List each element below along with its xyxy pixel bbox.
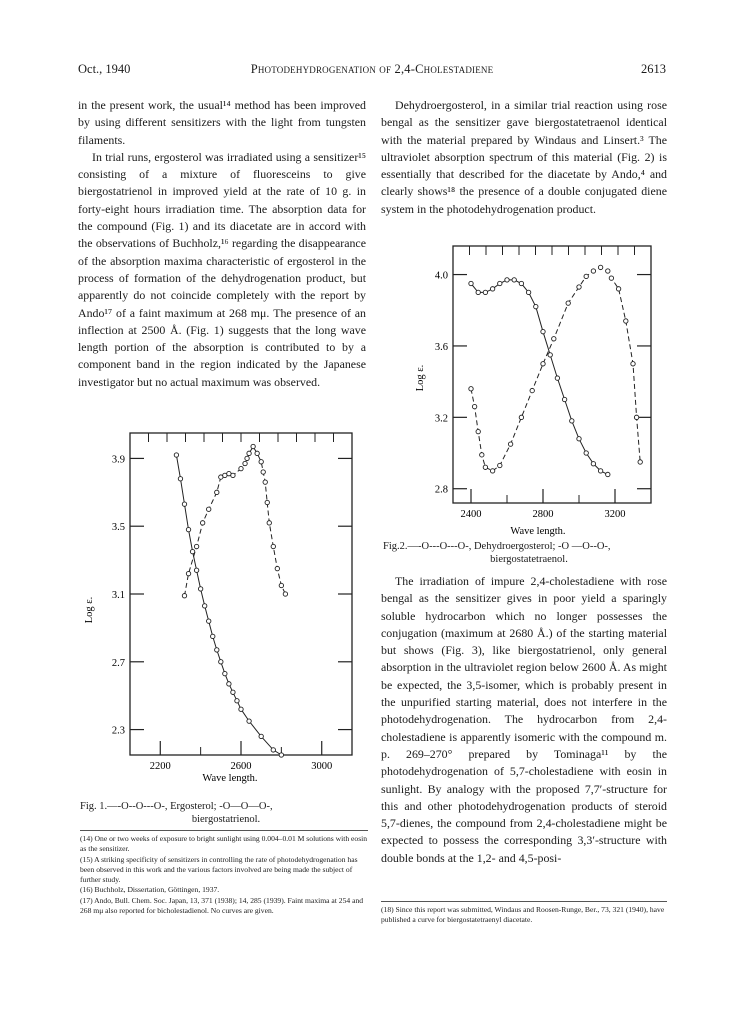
fig1-caption-line2: biergostatrienol.: [191, 814, 261, 825]
fig1-ytick-label: 2.7: [111, 657, 125, 669]
fig2-data-point: [606, 472, 610, 476]
fig1-data-point: [223, 671, 227, 675]
fig2-data-point: [483, 465, 487, 469]
fig2-ytick-label: 2.8: [434, 484, 448, 496]
fig2-data-point: [498, 463, 502, 467]
footnote-16: (16) Buchholz, Dissertation, Göttingen, 1937.: [80, 885, 220, 895]
fig2-data-point: [552, 337, 556, 341]
fig2-data-point: [472, 404, 476, 408]
fig2-data-point: [616, 287, 620, 291]
fig2-caption-line1: Fig.2.—-O---O---O-, Dehydroergosterol; -O —O--O-,: [383, 541, 611, 552]
fig2-caption-line2: biergostatetraenol.: [490, 554, 568, 565]
footnotes-right: [381, 901, 667, 926]
fig2-data-point: [591, 269, 595, 273]
footnote-15: (15) A striking specificity of sensitizers in controlling the rate of photodehydrogenation has been observed in this work and the various factors involved are being made the subject of further study.: [80, 854, 358, 885]
fig1-data-point: [255, 451, 259, 455]
fig1-data-point: [245, 456, 249, 460]
fig2-data-point: [541, 362, 545, 366]
fig1-data-point: [259, 734, 263, 738]
fig2-data-point: [480, 453, 484, 457]
fig1-data-point: [271, 748, 275, 752]
fig1-data-point: [200, 521, 204, 525]
page-number: 2613: [641, 62, 666, 76]
fig2-data-point: [566, 301, 570, 305]
fig2-ylabel: Log ε.: [415, 364, 426, 392]
fig1-data-point: [211, 634, 215, 638]
paragraph: Dehydroergosterol, in a similar trial reaction using rose bengal as the sensitizer gave biergostatetraenol identical with the material prepared by Windaus and Linsert.³ The ultraviolet absorption spectrum of this material (Fig. 2) is essentially that described for the diacetate by Ando,⁴ and clearly shows¹⁸ the presence of a double conjugated diene system in the photodehydrogenation product.: [381, 98, 667, 216]
fig2-data-point: [584, 451, 588, 455]
fig2-data-point: [638, 460, 642, 464]
fig2-data-point: [606, 269, 610, 273]
fig1-data-point: [239, 466, 243, 470]
fig2-series-line-2: [471, 280, 608, 475]
header-title: Photodehydrogenation of 2,4-Cholestadiene: [250, 62, 494, 76]
fig1-data-point: [202, 604, 206, 608]
paragraph: in the present work, the usual¹⁴ method has been improved by using different sensitizers with the light from tungsten filaments.: [78, 98, 366, 147]
fig2-data-point: [541, 329, 545, 333]
fig2-data-point: [490, 469, 494, 473]
header-date: Oct., 1940: [78, 62, 131, 76]
page-header: [78, 62, 666, 82]
fig2-data-point: [519, 281, 523, 285]
fig1-data-point: [279, 583, 283, 587]
fig2-series-line-1: [471, 267, 640, 471]
figure-1-caption: [80, 800, 372, 826]
fig2-ytick-label: 3.2: [434, 413, 448, 425]
paragraph: The irradiation of impure 2,4-cholestadiene with rose bengal as the sensitizer gives in poor yield a sparingly soluble hydrocarbon which no longer possesses the conjugation (maximum at 2680 Å.) of the starting material but shows (Fig. 3), like biergostatrienol, only general absorption in the ultraviolet region below 2600 Å. As might be expected, the 3,5-isomer, which is probably present in the unpurified starting material, does not interfere in the photodehydrogenation. The hydrocarbon from 2,4-cholestadiene is apparently isomeric with the compound m. p. 269–270° prepared by Tominaga¹¹ by the photodehydrogenation of 5,7-cholestadiene with eosin in sunlight. By analogy with the proposed 7,7′-structure for this and other photodehydrogenation products of steroid 5,7-dienes, the compound from 2,4-cholestadiene might be expected to possess the corresponding 3,3′-structure with double bonds at the 1,2- and 4,5-posi-: [381, 574, 667, 865]
fig1-ylabel: Log ε.: [84, 596, 95, 624]
fig1-data-point: [263, 480, 267, 484]
footnote-18: (18) Since this report was submitted, Windaus and Roosen-Runge, Ber., 73, 321 (1940), have published a curve for biergostatetraenyl diacetate.: [381, 905, 665, 925]
fig2-data-point: [584, 274, 588, 278]
left-column-text: [78, 97, 366, 391]
fig2-data-point: [591, 462, 595, 466]
fig2-data-point: [469, 281, 473, 285]
fig1-ytick-label: 2.3: [111, 725, 125, 737]
right-column-text-bottom: [381, 573, 667, 867]
fig1-xtick-label: 3000: [311, 761, 333, 772]
fig2-data-point: [498, 281, 502, 285]
fig1-data-point: [190, 549, 194, 553]
fig1-data-point: [231, 473, 235, 477]
fig1-ytick-label: 3.9: [111, 454, 125, 466]
fig1-series-line-2: [176, 455, 281, 755]
fig1-data-point: [267, 521, 271, 525]
fig1-data-point: [182, 502, 186, 506]
fig2-data-point: [476, 290, 480, 294]
fig1-ytick-label: 3.1: [111, 590, 125, 601]
fig1-data-point: [283, 592, 287, 596]
fig2-data-point: [548, 353, 552, 357]
fig1-data-point: [231, 690, 235, 694]
fig1-data-point: [247, 719, 251, 723]
fig1-xlabel: Wave length.: [202, 773, 258, 784]
paragraph: In trial runs, ergosterol was irradiated using a sensitizer¹⁵ consisting of a mixture of fluoresceins to give biergostatrienol in improved yield at the rate of 10 g. in forty-eight hours irradiation time. The absorption data for the compound (Fig. 1) and its diacetate are in accord with the observations of Buchholz,¹⁶ regarding the disappearance of the absorption maxima characteristic of ergosterol in the process of formation of the dehydrogenation product, but apparently do not coincide completely with the report by Ando¹⁷ of a faint maximum at 268 mμ. The presence of an inflection at 2500 Å. (Fig. 1) suggests that the long wave length portion of the absorption is contributed to by a component band in the region indicated by the Japanese investigator but no actual maximum was observed.: [78, 149, 366, 389]
fig2-data-point: [476, 429, 480, 433]
fig1-data-point: [265, 500, 269, 504]
fig2-data-point: [609, 276, 613, 280]
fig2-data-point: [508, 442, 512, 446]
figure-2-chart: [383, 238, 673, 538]
fig1-data-point: [194, 568, 198, 572]
fig2-data-point: [570, 419, 574, 423]
fig1-xtick-label: 2200: [149, 761, 171, 772]
fig1-data-point: [182, 593, 186, 597]
fig1-data-point: [279, 753, 283, 757]
fig2-data-point: [519, 415, 523, 419]
fig1-data-point: [239, 707, 243, 711]
fig2-ytick-label: 3.6: [434, 341, 448, 353]
fig1-ytick-label: 3.5: [111, 522, 125, 534]
figure-2-caption: [383, 540, 675, 566]
fig2-data-point: [634, 415, 638, 419]
fig1-xtick-label: 2600: [230, 761, 252, 772]
fig1-data-point: [215, 490, 219, 494]
fig2-data-point: [555, 376, 559, 380]
fig2-data-point: [631, 362, 635, 366]
fig1-data-point: [251, 444, 255, 448]
fig2-data-point: [624, 319, 628, 323]
fig2-data-point: [505, 278, 509, 282]
fig1-data-point: [227, 682, 231, 686]
fig2-frame: [453, 246, 651, 503]
fig2-data-point: [490, 287, 494, 291]
footnote-17: (17) Ando, Bull. Chem. Soc. Japan, 13, 371 (1938); 14, 285 (1939). Faint maxima at 254 and 268 mμ also reported for bicholestadienol. No curves are given.: [80, 895, 364, 916]
fig1-data-point: [219, 660, 223, 664]
fig1-data-point: [186, 571, 190, 575]
fig1-data-point: [194, 544, 198, 548]
fig1-data-point: [207, 507, 211, 511]
fig1-data-point: [207, 619, 211, 623]
fig2-data-point: [562, 397, 566, 401]
footnote-14: (14) One or two weeks of exposure to bright sunlight using 0.004–0.01 M solutions with eosin as the sensitizer.: [80, 834, 368, 854]
fig2-data-point: [577, 285, 581, 289]
fig2-xlabel: Wave length.: [510, 526, 566, 537]
fig1-data-point: [186, 527, 190, 531]
fig1-data-point: [259, 460, 263, 464]
fig2-xtick-label: 3200: [604, 509, 626, 520]
fig2-xtick-label: 2800: [532, 509, 554, 520]
fig1-data-point: [235, 699, 239, 703]
fig2-xtick-label: 2400: [460, 509, 482, 520]
fig1-data-point: [243, 461, 247, 465]
fig2-data-point: [526, 290, 530, 294]
fig1-data-point: [174, 453, 178, 457]
fig2-data-point: [469, 387, 473, 391]
fig1-caption-line1: Fig. 1.—-O--O---O-, Ergosterol; -O—O—O-,: [80, 801, 273, 812]
fig2-ytick-label: 4.0: [434, 270, 448, 282]
fig1-data-point: [178, 477, 182, 481]
fig2-data-point: [534, 304, 538, 308]
fig2-data-point: [483, 290, 487, 294]
fig1-data-point: [247, 451, 251, 455]
fig1-data-point: [198, 587, 202, 591]
figure-1-chart: [80, 425, 370, 785]
fig1-data-point: [261, 470, 265, 474]
fig1-data-point: [275, 566, 279, 570]
fig2-data-point: [530, 388, 534, 392]
right-column-text-top: [381, 97, 667, 218]
fig2-data-point: [598, 265, 602, 269]
fig1-data-point: [271, 544, 275, 548]
fig2-data-point: [598, 469, 602, 473]
fig2-data-point: [577, 437, 581, 441]
fig2-data-point: [512, 278, 516, 282]
fig1-data-point: [215, 648, 219, 652]
footnotes-left: [80, 830, 368, 916]
